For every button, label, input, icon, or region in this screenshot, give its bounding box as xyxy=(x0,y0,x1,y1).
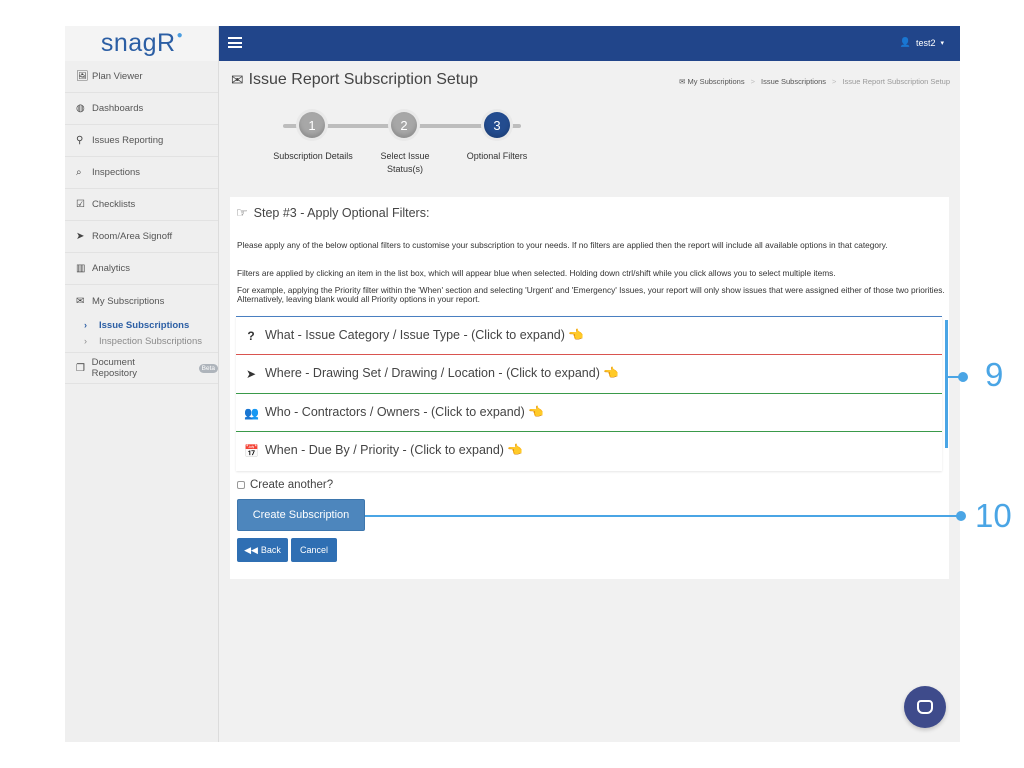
location-arrow-icon: ➤ xyxy=(245,366,257,381)
breadcrumb-label: My Subscriptions xyxy=(687,77,745,86)
backward-icon: ◀◀ xyxy=(244,544,258,555)
sidebar-item-label: Issues Reporting xyxy=(92,135,164,146)
sidebar-item-checklists[interactable] xyxy=(65,189,218,221)
breadcrumb-my-subscriptions[interactable]: ✉ My Subscriptions xyxy=(679,77,745,86)
page-title xyxy=(231,71,478,89)
wizard-step-1-label: Subscription Details xyxy=(273,151,353,161)
back-button[interactable] xyxy=(237,538,288,562)
callout-9-number: 9 xyxy=(985,356,1004,393)
wizard-step-3-label: Optional Filters xyxy=(466,151,528,161)
filter-what-label: What - Issue Category / Issue Type - (Click to expand) 👈 xyxy=(265,328,584,342)
bar-chart-icon: ▥ xyxy=(76,263,86,274)
users-icon: 👥 xyxy=(244,405,259,420)
sidebar-item-analytics[interactable] xyxy=(65,253,218,285)
create-another-row xyxy=(237,479,333,491)
chat-bubble-icon xyxy=(917,700,933,714)
sidebar-item-label: My Subscriptions xyxy=(92,295,165,307)
sidebar-item-plan-viewer[interactable] xyxy=(65,61,218,93)
wizard-step-3[interactable]: 3 xyxy=(484,112,510,138)
sidebar-item-label: Room/Area Signoff xyxy=(92,231,173,242)
chevron-right-icon: › xyxy=(84,336,87,346)
cancel-button[interactable]: Cancel xyxy=(291,538,337,562)
user-name: test2 xyxy=(915,37,936,48)
create-another-label: Create another? xyxy=(250,479,334,491)
image-icon: 🖼 xyxy=(76,71,89,82)
sidebar-item-issues-reporting[interactable] xyxy=(65,125,218,157)
sidebar-item-dashboards[interactable] xyxy=(65,93,218,125)
filter-what[interactable] xyxy=(236,316,942,354)
sidebar-item-my-subscriptions[interactable] xyxy=(65,285,218,317)
envelope-icon: ✉ xyxy=(76,295,85,307)
sidebar-subitem-label: Inspection Subscriptions xyxy=(99,335,202,347)
callout-10-dot xyxy=(956,511,966,521)
envelope-icon: ✉ xyxy=(231,72,244,89)
filter-when-label: When - Due By / Priority - (Click to expand) 👈 xyxy=(265,443,523,457)
callout-9-bracket xyxy=(945,320,948,448)
breadcrumb-issue-subscriptions[interactable]: Issue Subscriptions xyxy=(761,77,827,86)
create-another-checkbox[interactable] xyxy=(237,481,245,489)
sidebar-subitem-label: Issue Subscriptions xyxy=(99,319,190,331)
sidebar-item-label: Analytics xyxy=(92,263,131,274)
instructions-paragraph-2: Filters are applied by clicking an item in the list box, which will appear blue when selected. Holding down ctrl/shift while you click allows you to select multiple items. xyxy=(237,268,836,278)
callout-9-dot xyxy=(958,372,968,382)
breadcrumb-separator: > xyxy=(832,77,837,86)
hand-pointer-right-icon: ☞ xyxy=(236,205,248,220)
wizard-steps xyxy=(275,110,535,200)
step-heading xyxy=(236,205,429,221)
sidebar-item-inspections[interactable] xyxy=(65,157,218,189)
breadcrumb-separator: > xyxy=(750,77,755,86)
user-menu[interactable] xyxy=(900,37,944,48)
search-icon: ⌕ xyxy=(76,167,82,178)
caret-down-icon: ▾ xyxy=(940,39,944,47)
page-header xyxy=(219,61,960,97)
filter-where-label: Where - Drawing Set / Drawing / Location - (Click to expand) 👈 xyxy=(265,366,619,380)
create-subscription-button[interactable]: Create Subscription xyxy=(237,499,365,531)
breadcrumb-current: Issue Report Subscription Setup xyxy=(842,77,950,86)
location-arrow-icon: ➤ xyxy=(76,231,85,242)
wizard-step-2-label: Select Issue Status(s) xyxy=(380,151,430,174)
wizard-step-1[interactable]: 1 xyxy=(299,112,325,138)
callout-10-number: 10 xyxy=(975,497,1012,534)
user-icon: 👤 xyxy=(899,37,911,47)
filter-when[interactable] xyxy=(236,431,942,469)
hamburger-menu-icon[interactable] xyxy=(228,37,242,48)
instructions-paragraph-3: For example, applying the Priority filter within the 'When' section and selecting 'Urgent' and 'Emergency' Issues, your report will only show issues that were assigned either of those two priorities. Alternatively, leaving blank would all Priority options in your report. xyxy=(237,285,945,304)
filters-panel xyxy=(230,197,949,579)
chat-launcher-button[interactable] xyxy=(904,686,946,728)
sidebar-item-room-area-signoff[interactable] xyxy=(65,221,218,253)
sidebar-item-label: Checklists xyxy=(92,199,136,210)
beta-badge: Beta xyxy=(199,364,218,373)
sidebar-item-label: Plan Viewer xyxy=(92,71,143,82)
filters-accordion xyxy=(236,316,942,471)
instructions-paragraph-1: Please apply any of the below optional filters to customise your subscription to your needs. If no filters are applied then the report will include all available options in that category. xyxy=(237,240,888,250)
filter-who[interactable] xyxy=(236,393,942,431)
copy-icon: ❐ xyxy=(76,362,85,374)
sidebar-item-document-repository[interactable] xyxy=(65,352,218,384)
sidebar-subitem-inspection-subscriptions[interactable] xyxy=(65,333,218,349)
sidebar-item-label: Document Repository xyxy=(91,357,138,379)
filter-who-label: Who - Contractors / Owners - (Click to expand) 👈 xyxy=(265,405,544,419)
sidebar-item-label: Dashboards xyxy=(92,103,144,114)
question-icon: ? xyxy=(247,328,255,343)
sidebar xyxy=(65,26,219,742)
sidebar-item-label: Inspections xyxy=(92,167,141,178)
logo[interactable] xyxy=(65,26,218,61)
back-button-label: Back xyxy=(260,545,281,555)
filter-where[interactable] xyxy=(236,354,942,392)
chevron-right-icon: › xyxy=(84,320,87,330)
logo-text: snagR xyxy=(100,29,176,57)
logo-dot-icon: ● xyxy=(176,30,184,41)
page-title-text: Issue Report Subscription Setup xyxy=(248,71,479,88)
breadcrumb xyxy=(679,77,950,86)
tachometer-icon: ◍ xyxy=(76,103,85,114)
map-marker-icon: ⚲ xyxy=(76,135,84,146)
top-navbar xyxy=(219,26,960,61)
app-window xyxy=(65,26,960,742)
wizard-step-2[interactable]: 2 xyxy=(391,112,417,138)
check-square-icon: ☑ xyxy=(76,199,85,210)
calendar-icon: 📅 xyxy=(244,443,259,458)
step-heading-text: Step #3 - Apply Optional Filters: xyxy=(253,206,430,220)
callout-10-line xyxy=(365,515,963,517)
sidebar-subitem-issue-subscriptions[interactable] xyxy=(65,317,218,333)
